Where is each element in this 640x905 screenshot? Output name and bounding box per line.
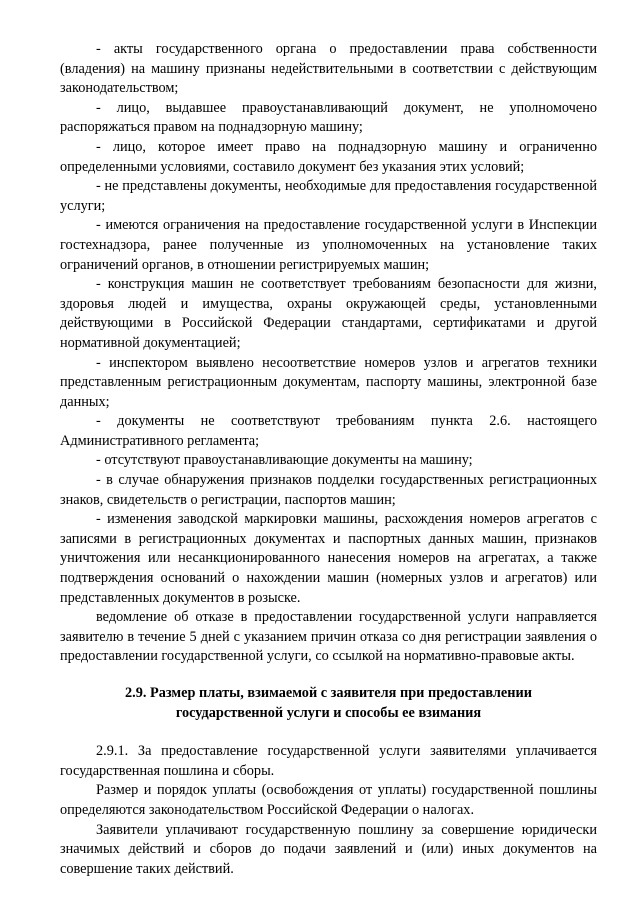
list-item: - акты государственного органа о предоставлении права собственности (владения) на машину признаны недействительными в соответствии с действующим законодательством;: [60, 41, 597, 97]
list-item: - конструкция машин не соответствует требованиям безопасности для жизни, здоровья людей и имущества, охраны окружающей среды, установленными действующими в Российской Федерации стандартами, сертификатами и другой нормативной документацией;: [60, 276, 597, 351]
list-item: - в случае обнаружения признаков подделки государственных регистрационных знаков, свидетельств о регистрации, паспортов машин;: [60, 472, 597, 508]
list-item: - лицо, которое имеет право на поднадзорную машину и ограниченно определенными условиями, составило документ без указания этих условий;: [60, 138, 597, 175]
list-item: - изменения заводской маркировки машины, расхождения номеров агрегатов с записями в регистрационных документах и паспортных данных машин, признаков уничтожения или несанкционированного нанесения номеров на агрегатах, а также подтверждения оснований о нахождении машин (номерных узлов и агрегатов) или представленных документов в розыске.: [60, 511, 597, 606]
section-heading: [60, 684, 597, 723]
section-heading-line2: государственной услуги и способы ее взимания: [175, 704, 482, 721]
list-item: - лицо, выдавшее правоустанавливающий документ, не уполномочено распоряжаться правом на поднадзорную машину;: [60, 99, 597, 136]
list-item: - документы не соответствуют требованиям пункта 2.6. настоящего Административного регламента;: [60, 413, 597, 449]
list-item: - инспектором выявлено несоответствие номеров узлов и агрегатов техники представленным регистрационным документам, паспорту машины, электронной базе данных;: [60, 354, 597, 410]
list-item: - отсутствуют правоустанавливающие документы на машину;: [96, 452, 473, 469]
paragraph: Заявители уплачивают государственную пошлину за совершение юридически значимых действий и сборов до подачи заявлений и (или) иных документов на совершение таких действий.: [60, 821, 597, 877]
paragraph: Размер и порядок уплаты (освобождения от уплаты) государственной пошлины определяются законодательством Российской Федерации о налогах.: [60, 782, 597, 818]
list-item: - не представлены документы, необходимые для предоставления государственной услуги;: [60, 178, 597, 214]
list-item: - имеются ограничения на предоставление государственной услуги в Инспекции гостехнадзора, ранее полученные из уполномоченных на установление таких ограничений органов, в отношении регистрируемых машин;: [60, 217, 597, 273]
document-page: [60, 40, 597, 879]
paragraph: 2.9.1. За предоставление государственной услуги заявителями уплачивается государственная пошлина и сборы.: [60, 743, 597, 779]
refusal-notice-paragraph: ведомление об отказе в предоставлении государственной услуги направляется заявителю в течение 5 дней с указанием причин отказа со дня регистрации заявления о предоставлении государственной услуги, со ссылкой на нормативно-правовые акты.: [60, 609, 597, 665]
section-heading-line1: 2.9. Размер платы, взимаемой с заявителя при предоставлении: [124, 685, 532, 701]
